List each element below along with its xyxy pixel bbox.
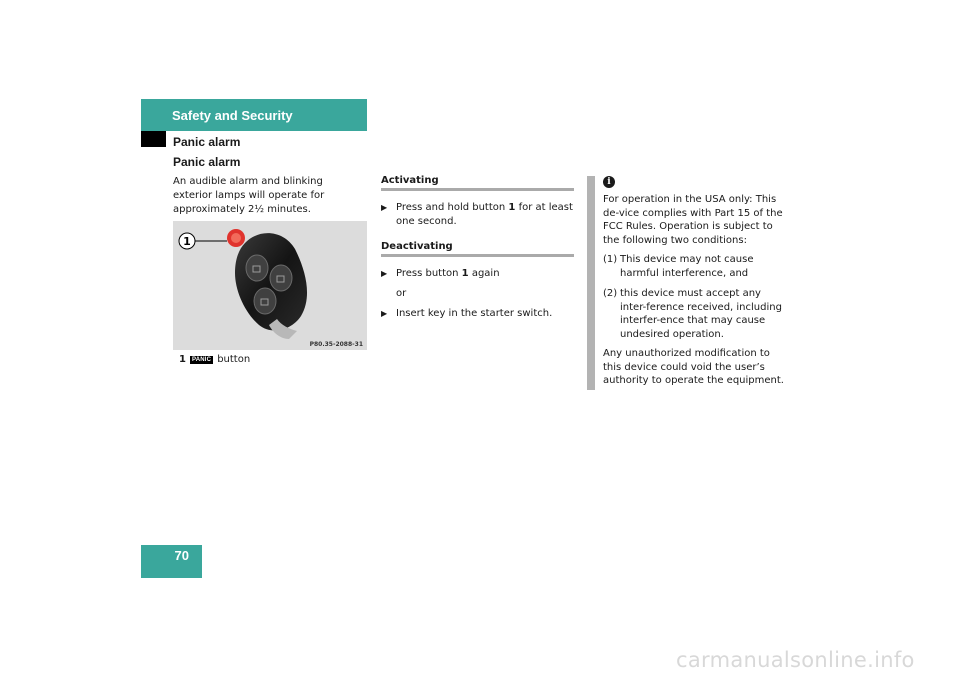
bullet-arrow-icon: ▶ [381, 269, 388, 278]
key-fob-illustration [173, 221, 367, 350]
or-separator: or [396, 288, 407, 299]
deactivating-step-2 [381, 307, 576, 321]
page-number: 70 [141, 545, 202, 578]
section-tab-marker [141, 131, 166, 147]
note-item-label: (1) [603, 254, 618, 265]
section-header [141, 99, 367, 131]
activating-step [381, 201, 576, 229]
step-text: Press and hold button [396, 202, 509, 213]
note-closing: Any unauthorized modification to this device could void the user’s authority to operate the equipment. [603, 348, 784, 386]
callout-number: 1 [183, 235, 191, 248]
intro-paragraph: An audible alarm and blinking exterior lamps will operate for approximately 2½ minutes. [173, 176, 325, 215]
note-item-2 [603, 287, 788, 341]
activating-heading: Activating [381, 175, 574, 191]
deactivating-step-1 [381, 267, 576, 281]
bullet-arrow-icon: ▶ [381, 203, 388, 212]
step-text-after: for at least one second. [396, 202, 573, 227]
caption-number: 1 [179, 354, 186, 365]
note-sidebar [587, 176, 595, 390]
note-item-label: (2) [603, 288, 618, 299]
info-icon: i [603, 176, 615, 188]
note-item-text: This device may not cause harmful interference, and [620, 254, 754, 279]
bullet-arrow-icon: ▶ [381, 309, 388, 318]
note-intro: For operation in the USA only: This de-vice complies with Part 15 of the FCC Rules. Operation is subject to the following two conditions: [603, 194, 783, 246]
page-title: Panic alarm [173, 155, 241, 169]
step-text: Insert key in the starter switch. [396, 308, 553, 319]
watermark: carmanualsonline.info [676, 648, 915, 672]
step-button-number: 1 [461, 268, 469, 279]
note-item-text: this device must accept any inter-ference received, including interfer-ence that may cause undesired operation. [620, 288, 782, 340]
image-code: P80.35-2088-31 [309, 341, 363, 348]
step-text-after: again [468, 268, 500, 279]
deactivating-heading: Deactivating [381, 241, 574, 257]
figure-caption [179, 354, 250, 365]
subsection-title: Panic alarm [173, 135, 241, 149]
panic-badge: PANIC [191, 356, 212, 363]
note-item-1 [603, 253, 788, 280]
section-title-label: Safety and Security [172, 107, 293, 123]
step-text: Press button [396, 268, 462, 279]
step-button-number: 1 [508, 202, 516, 213]
caption-text: button [217, 354, 251, 365]
